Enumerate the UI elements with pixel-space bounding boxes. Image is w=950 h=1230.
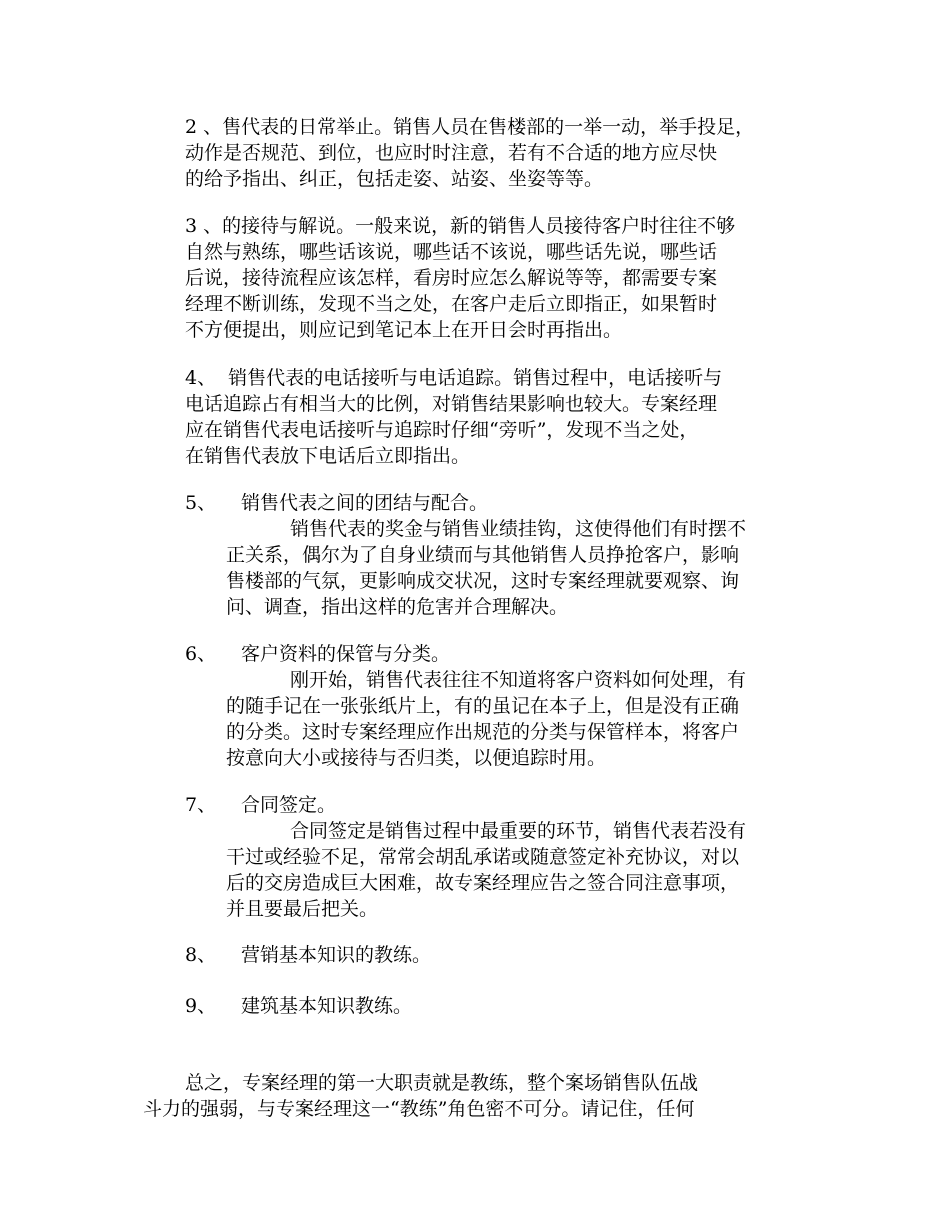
- item-number: 6、: [185, 643, 217, 665]
- text-line: 自然与熟练，哪些话该说，哪些话不该说，哪些话先说，哪些话: [185, 241, 718, 263]
- text-line: 应在销售代表电话接听与追踪时仔细“旁听”，发现不当之处，: [185, 419, 699, 441]
- text-line: 3 、的接待与解说。一般来说，新的销售人员接待客户时往往不够: [185, 215, 736, 237]
- summary-paragraph: [143, 1070, 698, 1122]
- item-6-body: [226, 667, 746, 771]
- item-5-body: [226, 516, 746, 620]
- item-number: 9、: [185, 995, 217, 1017]
- text-line: 电话追踪占有相当大的比例，对销售结果影响也较大。专案经理: [185, 393, 718, 415]
- item-heading: [185, 993, 412, 1019]
- item-title: 营销基本知识的教练。: [241, 944, 432, 966]
- item-heading: [185, 490, 488, 516]
- text-line: 合同签定是销售过程中最重要的环节，销售代表若没有: [290, 820, 747, 842]
- list-item-6: [185, 641, 450, 667]
- item-7-body: [226, 818, 746, 922]
- text-line: 不方便提出，则应记到笔记本上在开日会时再指出。: [185, 319, 623, 341]
- paragraph-4: [185, 365, 722, 469]
- item-number: 5、: [185, 492, 217, 514]
- text-line: 干过或经验不足，常常会胡乱承诺或随意签定补充协议，对以: [226, 846, 740, 868]
- item-number: 7、: [185, 794, 217, 816]
- text-line: 后说，接待流程应该怎样，看房时应怎么解说等等，都需要专案: [185, 267, 718, 289]
- item-title: 合同签定。: [241, 794, 337, 816]
- text-line: 销售代表的奖金与销售业绩挂钩，这使得他们有时摆不: [290, 518, 747, 540]
- list-item-8: [185, 942, 431, 968]
- text-line: 正关系，偶尔为了自身业绩而与其他销售人员挣抢客户，影响: [226, 544, 740, 566]
- text-line: 动作是否规范、到位，也应时时注意，若有不合适的地方应尽快: [185, 142, 718, 164]
- item-heading: [185, 792, 336, 818]
- text-line: 并且要最后把关。: [226, 898, 379, 920]
- item-title: 客户资料的保管与分类。: [241, 643, 451, 665]
- item-title: 建筑基本知识教练。: [241, 995, 413, 1017]
- list-item-9: [185, 993, 412, 1019]
- text-line: 售楼部的气氛，更影响成交状况，这时专案经理就要观察、询: [226, 570, 740, 592]
- item-number: 8、: [185, 944, 217, 966]
- text-line: 后的交房造成巨大困难，故专案经理应告之签合同注意事项，: [226, 872, 740, 894]
- text-line: 的随手记在一张张纸片上，有的虽记在本子上，但是没有正确: [226, 695, 740, 717]
- text-line: 问、调查，指出这样的危害并合理解决。: [226, 596, 569, 618]
- text-line: 刚开始，销售代表往往不知道将客户资料如何处理，有: [290, 669, 747, 691]
- text-line: 4、 销售代表的电话接听与电话追踪。销售过程中，电话接听与: [185, 367, 723, 389]
- list-item-7: [185, 792, 336, 818]
- text-line: 在销售代表放下电话后立即指出。: [185, 445, 471, 467]
- text-line: 经理不断训练，发现不当之处，在客户走后立即指正，如果暂时: [185, 293, 718, 315]
- text-line: 按意向大小或接待与否归类，以便追踪时用。: [226, 747, 607, 769]
- item-title: 销售代表之间的团结与配合。: [241, 492, 489, 514]
- text-line: 2 、售代表的日常举止。销售人员在售楼部的一举一动，举手投足，: [185, 116, 755, 138]
- text-line: 斗力的强弱，与专案经理这一“教练”角色密不可分。请记住，任何: [143, 1098, 695, 1120]
- paragraph-3: [185, 213, 735, 343]
- text-line: 总之，专案经理的第一大职责就是教练，整个案场销售队伍战: [185, 1072, 699, 1094]
- list-item-5: [185, 490, 488, 516]
- text-line: 的分类。这时专案经理应作出规范的分类与保管样本，将客户: [226, 721, 740, 743]
- item-heading: [185, 942, 431, 968]
- item-heading: [185, 641, 450, 667]
- text-line: 的给予指出、纠正，包括走姿、站姿、坐姿等等。: [185, 168, 604, 190]
- paragraph-2: [185, 114, 754, 192]
